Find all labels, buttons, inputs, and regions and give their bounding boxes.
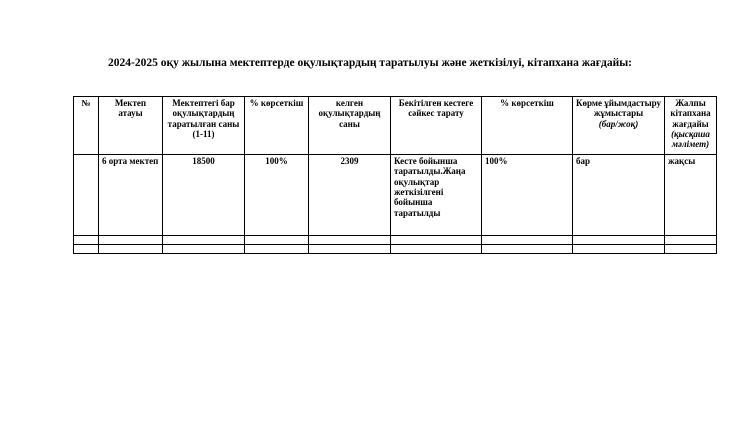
cell-library-status: жақсы xyxy=(665,155,717,236)
header-library-status-label: Жалпы кітапхана жағдайы xyxy=(670,98,711,129)
cell-percent-1: 100% xyxy=(245,155,309,236)
header-distributed-count: Мектептегі бар оқулықтардың таратылған саны (1-11) xyxy=(163,97,245,155)
cell-exhibition: бар xyxy=(573,155,665,236)
cell-distribution-schedule: Кесте бойынша таратылды.Жаңа оқулықтар жеткізілгені бойынша таратылды xyxy=(391,155,482,236)
header-library-status-note: (қысқаша мәлімет) xyxy=(671,129,710,150)
cell-number xyxy=(74,155,99,236)
header-received-count: келген оқулықтардың саны xyxy=(309,97,391,155)
header-library-status xyxy=(665,97,717,155)
table-row-empty xyxy=(74,236,717,245)
header-percent-1: % көрсеткіш xyxy=(245,97,309,155)
header-distribution-schedule: Бекітілген кестеге сәйкес тарату xyxy=(391,97,482,155)
header-exhibition-note: (бар/жоқ) xyxy=(598,118,639,129)
cell-percent-2: 100% xyxy=(482,155,573,236)
cell-distributed-count: 18500 xyxy=(163,155,245,236)
document-title: 2024-2025 оқу жылына мектептерде оқулықтардың таратылуы және жеткізілуі, кітапхана жағдайы: xyxy=(108,57,633,69)
header-exhibition-label: Көрме ұйымдастыру жұмыстары xyxy=(576,98,661,119)
table-row-empty xyxy=(74,245,717,254)
header-exhibition xyxy=(573,97,665,155)
header-school-name: Мектеп атауы xyxy=(99,97,163,155)
table-header-row xyxy=(74,97,717,155)
cell-received-count: 2309 xyxy=(309,155,391,236)
header-number: № xyxy=(74,97,99,155)
report-table xyxy=(73,96,717,254)
cell-school-name: 6 орта мектеп xyxy=(99,155,163,236)
table-row xyxy=(74,155,717,236)
header-percent-2: % көрсеткіш xyxy=(482,97,573,155)
